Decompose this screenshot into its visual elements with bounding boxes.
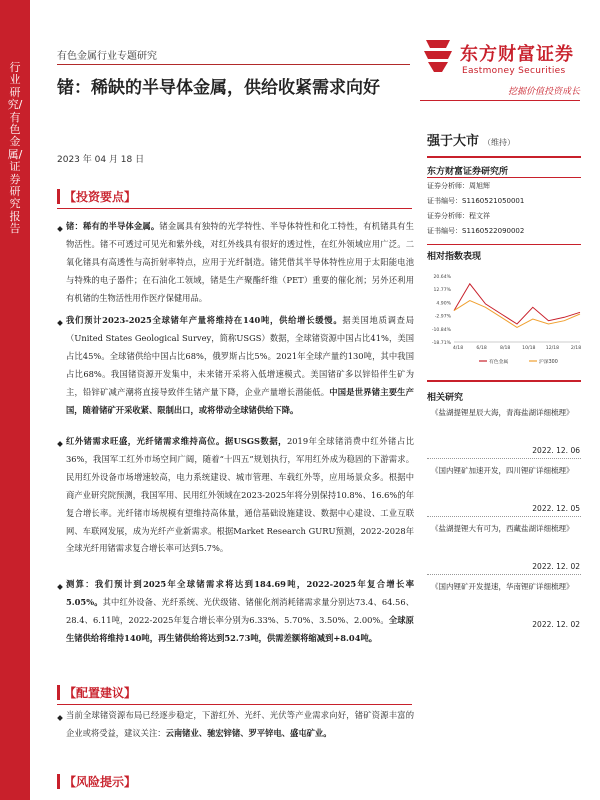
section-title: 【风险提示】	[64, 775, 137, 789]
section-investment-header	[57, 188, 412, 209]
series-line	[454, 284, 580, 324]
point-lead: 测算：我们预计到2025年全球锗需求将达到184.69吨，2022-2025年复合增长率5.05%。	[66, 579, 414, 607]
sidebar-rule	[427, 177, 581, 178]
brand-name-en: Eastmoney Securities	[462, 66, 566, 76]
point-body: 其中红外设备、光纤系统、光伏级锗、锗催化剂消耗锗需求量分别达73.4、64.56、28.4、6.11吨，2022-2025年复合增长率分别为6.33%、5.70%、3.50%、2.00%。	[66, 596, 415, 625]
x-tick-label: 8/18	[500, 346, 511, 351]
relative-index-chart	[424, 270, 584, 370]
legend-label: 沪深300	[539, 360, 558, 365]
config-paragraph	[66, 707, 414, 743]
page-title: 锗：稀缺的半导体金属，供给收紧需求向好	[57, 78, 380, 98]
bullet-icon	[57, 584, 63, 590]
section-title: 【配置建议】	[64, 686, 137, 700]
x-tick-label: 10/18	[522, 346, 536, 351]
related-item-title[interactable]: 《盐湖提锂星辰大海，青海盐湖详细梳理》	[431, 408, 574, 417]
y-tick-label: 12.77%	[433, 288, 451, 294]
point-paragraph-3	[66, 433, 414, 558]
point-tail: 全球原生锗供给将维持140吨，再生锗供给将达到52.73吨，供需差额将缩减到+8.04吨。	[66, 614, 414, 643]
section-bar	[57, 774, 60, 789]
section-rule	[57, 704, 412, 705]
section-risk-header	[57, 773, 412, 790]
rating-note: （维持）	[483, 138, 516, 147]
point-body: 锗金属具有独特的光学特性、半导体特性和化工特性，有机锗具有生物活性。锗不可透过可见光和紫外线，对红外线具有很好的透过性，在红外领域应用广泛。二氧化锗具有高透性与高折射率特点，应用于光纤制造。锗凭借其半导体特性应用于太阳能电池与特殊的电子器件；在石油化工领域，锗是生产聚酯纤维（PET）重要的催化剂；另外还利用有机锗的生物活性用作医疗保健用品。	[66, 221, 414, 303]
x-tick-label: 6/18	[476, 346, 487, 351]
sidebar-rule	[427, 244, 581, 245]
rating-value: 强于大市	[427, 134, 480, 149]
analyst-2-name: 证券分析师：程文祥	[427, 212, 490, 220]
related-separator	[427, 574, 581, 575]
related-item-title[interactable]: 《国内锂矿开发提速，华南锂矿详细梳理》	[431, 582, 574, 591]
y-tick-label: 4.90%	[436, 301, 451, 307]
related-item-title[interactable]: 《国内锂矿加速开发，四川锂矿详细梳理》	[431, 466, 574, 475]
x-tick-label: 2/18	[570, 346, 582, 351]
related-item-date: 2022. 12. 05	[532, 504, 580, 513]
related-item-date: 2022. 12. 02	[532, 562, 580, 571]
industry-rating	[427, 130, 515, 149]
header-divider	[57, 64, 410, 65]
brand-name-cn: 东方财富证券	[460, 44, 574, 65]
report-type: 有色金属行业专题研究	[57, 51, 157, 62]
y-tick-label: -10.84%	[431, 327, 451, 333]
research-institute: 东方财富证券研究所	[427, 167, 509, 177]
x-tick-label: 4/18	[452, 346, 464, 351]
related-item-date: 2022. 12. 02	[532, 620, 580, 629]
sidebar-rule	[427, 156, 581, 158]
config-body: 当前全球锗资源布局已经逐步稳定，下游红外、光纤、光伏等产业需求向好，锗矿资源丰富的企业或将受益，建议关注：	[66, 710, 414, 738]
related-heading: 相关研究	[427, 393, 464, 403]
bullet-icon	[57, 320, 63, 326]
point-paragraph-2	[66, 312, 414, 419]
section-rule	[57, 208, 412, 209]
point-body: 2019年全球锗消费中红外锗占比36%，我国军工红外市场空间广阔，随着“十四五”规划执行，军用红外成为稳固的下游需求。民用红外设备市场增速较高，电力系统建设、城市管理、车载红外等，应用场景众多。根据中商产业研究院预测，我国军用、民用红外领域在2023-2025年将分别保持10.8%、16.6%的年复合增长率。光纤锗市场规模有望维持高体量，通信基础设施建设、数据中心建设、工业互联网、车联网发展，成为光纤产业新需求。根据Market Research GURU预测，2022-2028年全球光纤用锗需求复合增长率可达到5.7%。	[66, 436, 414, 554]
section-bar	[57, 189, 60, 204]
point-tail: 中国是世界锗主要生产国，随着锗矿开采收紧、限制出口，或将带动全球锗供给下降。	[66, 386, 414, 415]
section-config-header	[57, 684, 412, 705]
point-paragraph-1	[66, 218, 414, 308]
x-tick-label: 12/18	[545, 346, 560, 351]
brand-slogan: 挖掘价值投资成长	[507, 87, 580, 97]
bullet-icon	[57, 715, 63, 721]
eastmoney-logo-icon	[422, 36, 454, 74]
point-mid: 据USGS数据，	[224, 436, 287, 446]
analyst-1-name: 证券分析师：周旭辉	[427, 182, 490, 190]
related-separator	[427, 458, 581, 459]
vertical-category-text: 行业研究/有色金属/证券研究报告	[7, 61, 23, 236]
point-lead: 红外锗需求旺盛，光纤锗需求维持高位。	[66, 436, 225, 446]
point-lead: 锗：稀有的半导体金属。	[66, 221, 160, 231]
brand-divider	[420, 100, 580, 101]
section-bar	[57, 685, 60, 700]
point-paragraph-4	[66, 576, 414, 648]
related-item-title[interactable]: 《盐湖提锂大有可为，西藏盐湖详细梳理》	[431, 524, 574, 533]
y-tick-label: -2.97%	[434, 314, 451, 320]
analyst-2-cert: 证书编号：S1160522090002	[427, 227, 525, 235]
y-tick-label: -18.71%	[431, 341, 451, 346]
related-item-date: 2022. 12. 06	[532, 446, 580, 455]
chart-heading: 相对指数表现	[427, 252, 482, 262]
report-date: 2023 年 04 月 18 日	[57, 155, 145, 165]
bullet-icon	[57, 226, 63, 232]
sidebar-rule	[427, 380, 581, 382]
config-tail: 云南锗业、驰宏锌锗、罗平锌电、盛屯矿业。	[165, 727, 332, 738]
bullet-icon	[57, 441, 63, 447]
section-title: 【投资要点】	[64, 190, 137, 204]
vertical-category-strip	[0, 0, 30, 800]
analyst-1-cert: 证书编号：S1160521050001	[427, 197, 525, 205]
point-body: 据美国地质调查局（United States Geological Survey，简称USGS）数据，全球锗资源中国占比41%，美国占比45%。全球锗供给中国占比68%，俄罗斯占比5%。2021年全球产量约130吨，其中我国占比68%。我国锗资源开发集中，未来锗开采将入低增速模式。美国锗矿多以锌铅伴生矿为主，铅锌矿减产潮将直接导致伴生锗产量下降，企业产量增长潜能低。	[66, 315, 414, 397]
related-separator	[427, 516, 581, 517]
point-lead: 我们预计2023-2025全球锗年产量将维持在140吨，供给增长缓慢。	[66, 315, 343, 325]
legend-label: 有色金属	[489, 360, 509, 365]
y-tick-label: 20.64%	[433, 275, 451, 280]
